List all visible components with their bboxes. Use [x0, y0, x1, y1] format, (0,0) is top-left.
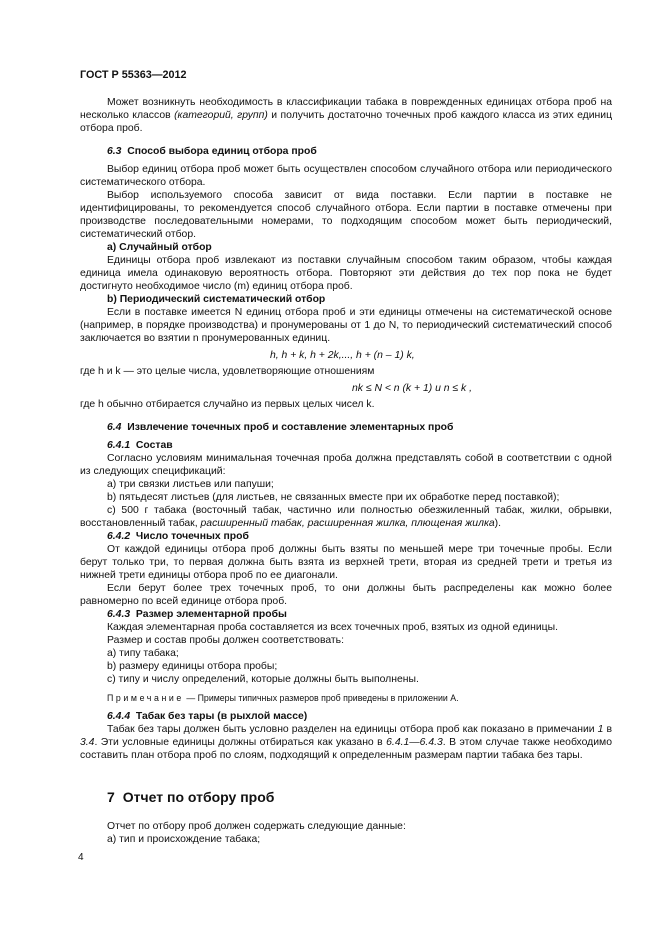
section-6-4-3-paragraph-1: Каждая элементарная проба составляется из всех точечных проб, взятых из одной единицы.: [107, 622, 558, 633]
section-6-4-1-heading: 6.4.1 Состав: [107, 440, 173, 451]
section-6-4-2-paragraph-1: От каждой единицы отбора проб должны быть взяты по меньшей мере три точечные пробы. Если берут только три, то первая должна быть взята из верхней трети, вторая из средней трети и третья из нижней трети единицы отбора проб по ее диагонали.: [80, 544, 612, 581]
section-6-3-heading: 6.3 Способ выбора единиц отбора проб: [107, 146, 317, 157]
formula-inequality: nk ≤ N < n (k + 1) и n ≤ k ,: [352, 383, 472, 394]
section-6-4-3-heading: 6.4.3 Размер элементарной пробы: [107, 609, 287, 620]
formula-where-2: где h обычно отбирается случайно из первых целых чисел k.: [80, 399, 375, 410]
section-6-4-2-heading: 6.4.2 Число точечных проб: [107, 531, 249, 542]
formula-sequence: h, h + k, h + 2k,..., h + (n – 1) k,: [270, 350, 415, 361]
systematic-sampling-heading: b) Периодический систематический отбор: [107, 294, 326, 305]
section-6-3-paragraph-2: Выбор используемого способа зависит от вида поставки. Если партии в поставке не идентифицированы, то рекомендуется способ случайного отбора. Если партии в поставке отмечены при производстве последовательными номерами, то подходящим способом может быть периодический, систематический отбор.: [80, 190, 612, 240]
section-6-4-1-paragraph: Согласно условиям минимальная точечная проба должна представлять собой в соответствии с одной из следующих спецификаций:: [80, 453, 612, 477]
section-6-4-2-paragraph-2: Если берут более трех точечных проб, то они должны быть распределены как можно более равномерно по всей единице отбора проб.: [80, 583, 612, 607]
section-7-heading: 7 Отчет по отбору проб: [107, 789, 275, 805]
list-item: a) три связки листьев или папуши;: [107, 479, 274, 490]
section-6-4-heading: 6.4 Извлечение точечных проб и составление элементарных проб: [107, 422, 454, 433]
page-number: 4: [78, 852, 84, 863]
section-6-3-paragraph-1: Выбор единиц отбора проб может быть осуществлен способом случайного отбора или периодического систематического отбора.: [80, 164, 612, 188]
section-6-4-3-paragraph-2: Размер и состав пробы должен соответствовать:: [107, 635, 344, 646]
note: Примечание — Примеры типичных размеров проб приведены в приложении А.: [107, 693, 459, 703]
random-sampling-heading: а) Случайный отбор: [107, 242, 212, 253]
page-content: [80, 96, 612, 846]
list-item: a) тип и происхождение табака;: [107, 834, 261, 845]
document-header: ГОСТ Р 55363—2012: [80, 69, 187, 81]
list-item: b) размеру единицы отбора пробы;: [107, 661, 278, 672]
section-6-4-4-paragraph: Табак без тары должен быть условно разделен на единицы отбора проб как показано в примечании 1 в 3.4. Эти условные единицы должны отбираться как указано в 6.4.1—6.4.3. В этом случае также необходимо составить план отбора проб по слоям, подходящий к определенным размерам партии табака без тары.: [80, 724, 612, 761]
note-label: Примечание: [107, 693, 184, 703]
intro-paragraph: Может возникнуть необходимость в классификации табака в поврежденных единицах отбора проб на несколько классов (категорий, групп) и получить достаточно точечных проб каждого класса из этих единиц отбора проб.: [80, 97, 613, 134]
random-sampling-paragraph: Единицы отбора проб извлекают из поставки случайным способом таким образом, чтобы каждая единица имела одинаковую вероятность отбора. Повторяют эти действия до тех пор пока не будет достигнуто необходимое число (m) единиц отбора проб.: [80, 255, 612, 292]
list-item: c) 500 г табака (восточный табак, частично или полностью обезжиленный табак, жилки, обрывки, восстановленный табак, расширенный табак, расширенная жилка, плющеная жилка).: [80, 505, 612, 529]
section-6-4-4-heading: 6.4.4 Табак без тары (в рыхлой массе): [107, 711, 308, 722]
section-7-paragraph: Отчет по отбору проб должен содержать следующие данные:: [107, 821, 406, 832]
formula-where-1: где h и k — это целые числа, удовлетворяющие отношениям: [80, 366, 375, 377]
list-item: a) типу табака;: [107, 648, 179, 659]
list-item: b) пятьдесят листьев (для листьев, не связанных вместе при их обработке перед поставкой);: [107, 492, 560, 503]
systematic-sampling-paragraph: Если в поставке имеется N единиц отбора проб и эти единицы отмечены на систематической основе (например, в порядке производства) и пронумерованы от 1 до N, то периодический систематический способ заключается во взятии n пронумерованных единиц.: [80, 307, 612, 344]
list-item: c) типу и числу определений, которые должны быть выполнены.: [107, 674, 419, 685]
